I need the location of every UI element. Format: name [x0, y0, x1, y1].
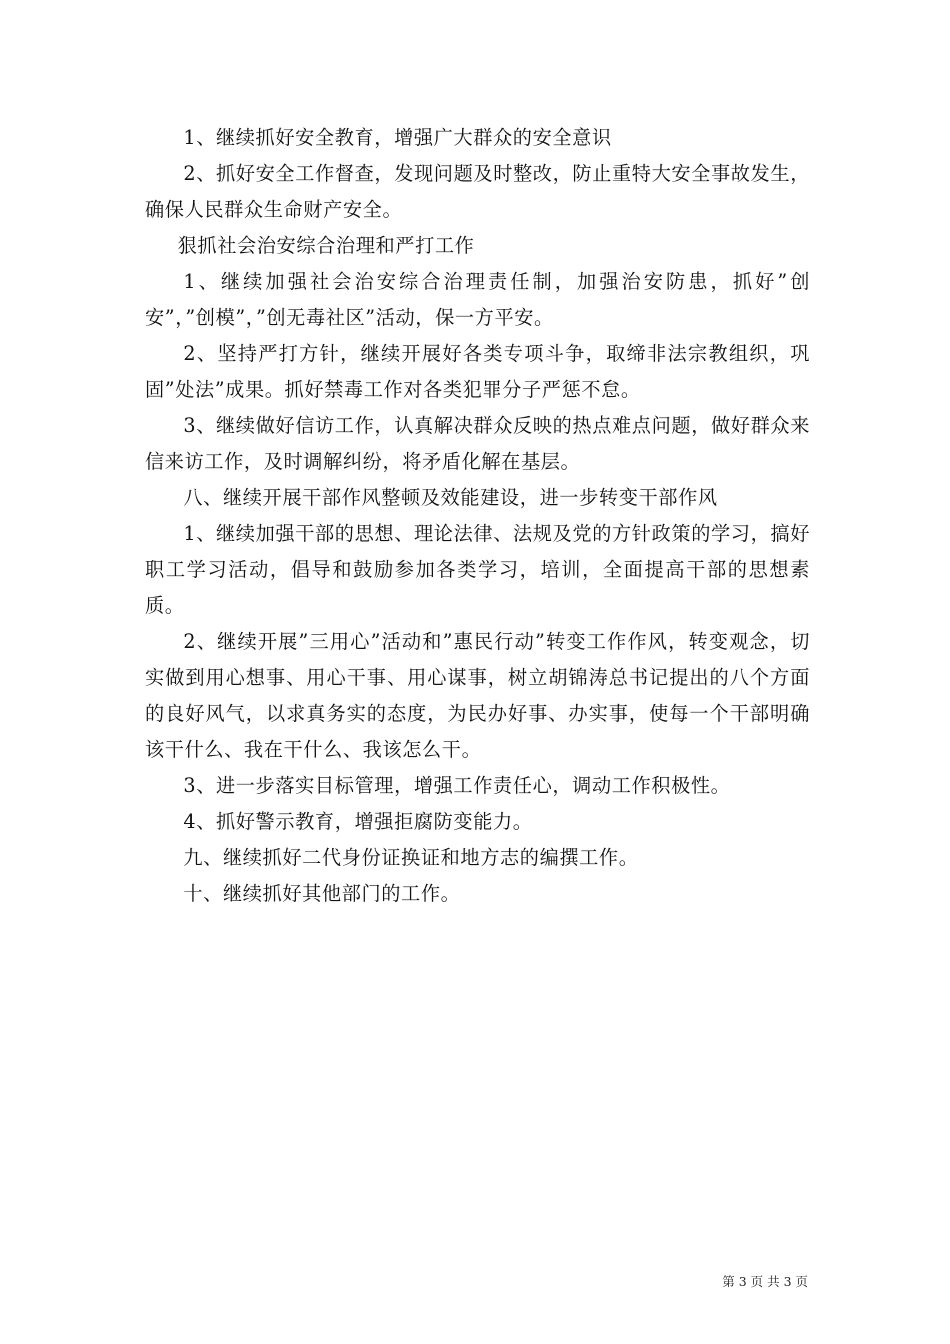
paragraph-safety-inspection: 2、抓好安全工作督查，发现问题及时整改，防止重特大安全事故发生，确保人民群众生命财产安全。 [145, 162, 810, 221]
page-number-footer: 第 3 页 共 3 页 [722, 1274, 808, 1289]
paragraph-safety-education: 1、继续抓好安全教育，增强广大群众的安全意识 [183, 126, 612, 149]
section-heading-id-card: 九、继续抓好二代身份证换证和地方志的编撰工作。 [183, 846, 639, 869]
paragraph-strike-hard: 2、坚持严打方针，继续开展好各类专项斗争，取缔非法宗教组织，巩固”处法”成果。抓好禁毒工作对各类犯罪分子严惩不怠。 [145, 342, 810, 401]
paragraph-cadre-study: 1、继续加强干部的思想、理论法律、法规及党的方针政策的学习，搞好职工学习活动，倡导和鼓励参加各类学习，培训，全面提高干部的思想素质。 [145, 522, 810, 617]
section-heading-other-work: 十、继续抓好其他部门的工作。 [183, 882, 461, 905]
paragraph-target-management: 3、进一步落实目标管理，增强工作责任心，调动工作积极性。 [183, 774, 731, 797]
section-heading-public-security: 狠抓社会治安综合治理和严打工作 [177, 234, 475, 257]
paragraph-work-style: 2、继续开展”三用心”活动和”惠民行动”转变工作作风，转变观念，切实做到用心想事、用心干事、用心谋事，树立胡锦涛总书记提出的八个方面的良好风气，以求真务实的态度，为民办好事、办实事，使每一个干部明确该干什么、我在干什么、我该怎么干。 [145, 630, 810, 761]
paragraph-warning-education: 4、抓好警示教育，增强拒腐防变能力。 [183, 810, 533, 833]
paragraph-comprehensive-governance: 1、继续加强社会治安综合治理责任制，加强治安防患，抓好”创安”，”创模”，”创无毒社区”活动，保一方平安。 [145, 270, 810, 329]
paragraph-petitions: 3、继续做好信访工作，认真解决群众反映的热点难点问题，做好群众来信来访工作，及时调解纠纷，将矛盾化解在基层。 [145, 414, 810, 473]
section-heading-cadre-style: 八、继续开展干部作风整顿及效能建设，进一步转变干部作风 [183, 486, 718, 509]
document-body [145, 120, 810, 912]
